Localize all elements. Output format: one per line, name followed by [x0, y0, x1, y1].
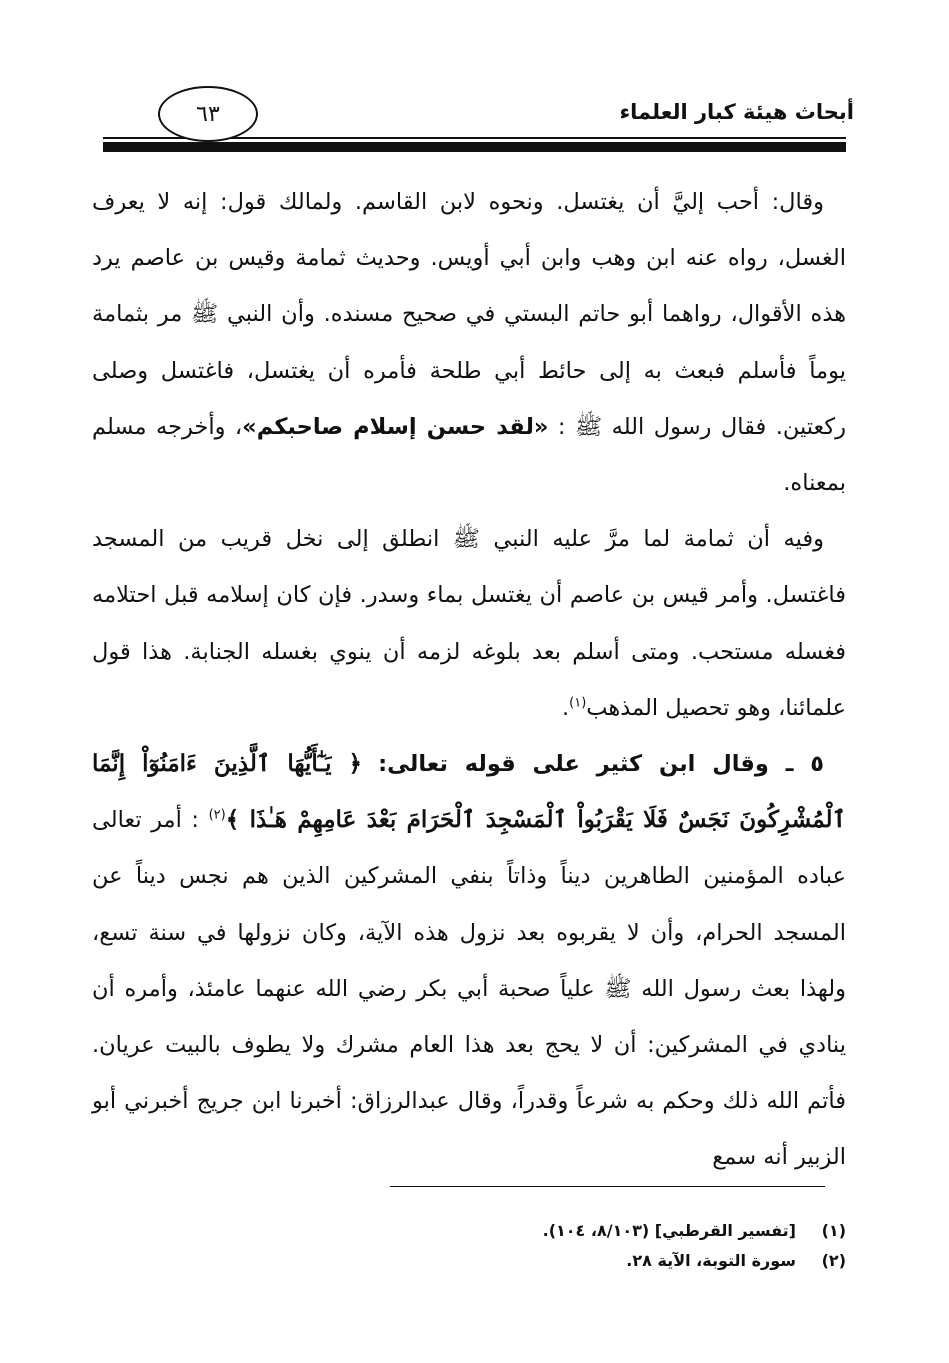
paragraph-2: [92, 511, 846, 736]
paragraph-1: [92, 174, 846, 511]
footnotes: [103, 1216, 846, 1276]
footnote-ref-2[interactable]: (٢): [208, 807, 226, 823]
running-header-title: أبحاث هيئة كبار العلماء: [619, 100, 854, 124]
paragraph-1-text: وقال: أحب إليَّ أن يغتسل. ونحوه لابن القاسم. ولمالك قول: إنه لا يعرف الغسل، رواه عنه ابن وهب وابن أبي أويس. وحديث ثمامة وقيس بن عاصم يرد هذه الأقوال، رواهما أبو حاتم البستي في صحيح مسنده. وأن النبي ﷺ مر بثمامة يوماً فأسلم فبعث به إلى حائط أبي طلحة فأمره أن يغتسل، فاغتسل وصلى ركعتين. فقال رسول الله ﷺ :: [92, 189, 846, 440]
hadith-quote: «لقد حسن إسلام صاحبكم»: [242, 413, 549, 440]
footnote-text: سورة التوبة، الآية ٢٨.: [626, 1251, 796, 1270]
main-text: [92, 174, 846, 1186]
footnote-number: (١): [821, 1221, 846, 1240]
header-rule-thick: [103, 142, 846, 152]
page-number: ٦٣: [196, 101, 220, 127]
footnote-number: (٢): [821, 1251, 846, 1270]
footnote-separator: [390, 1186, 825, 1187]
page-number-badge: [158, 86, 258, 142]
footnote-ref-1[interactable]: (١): [569, 695, 587, 711]
section-lead: ٥ ـ وقال ابن كثير على قوله تعالى:: [378, 751, 824, 778]
footnote-2: [103, 1246, 846, 1276]
footnote-text: [تفسير القرطبي] (٨/١٠٣، ١٠٤).: [542, 1221, 796, 1240]
paragraph-3-text: : أمر تعالى عباده المؤمنين الطاهرين ديناً وذاتاً بنفي المشركين الذين هم نجس ديناً عن المسجد الحرام، وأن لا يقربوه بعد نزول هذه الآية، وكان نزولها في سنة تسع، ولهذا بعث رسول الله ﷺ علياً صحبة أبي بكر رضي الله عنهما عامئذ، وأمره أن ينادي في المشركين: أن لا يحج بعد هذا العام مشرك ولا يطوف بالبيت عريان. فأتم الله ذلك وحكم به شرعاً وقدراً، وقال عبدالرزاق: أخبرنا ابن جريج أخبرني أبو الزبير أنه سمع: [92, 807, 846, 1171]
quran-verse: ﴿ يَـٰٓأَيُّهَا ٱلَّذِينَ ءَامَنُوٓاْ إِنَّمَا ٱلْمُشْرِكُونَ نَجَسٌ فَلَا يَقْرَبُواْ ٱلْمَسْجِدَ ٱلْحَرَامَ بَعْدَ عَامِهِمْ هَـٰذَا ﴾: [92, 750, 846, 834]
paragraph-1-end: ، وأخرجه مسلم بمعناه.: [92, 413, 846, 497]
paragraph-2-end: .: [561, 694, 570, 721]
paragraph-2-text: وفيه أن ثمامة لما مرَّ عليه النبي ﷺ انطلق إلى نخل قريب من المسجد فاغتسل. وأمر قيس بن عاصم أن يغتسل بماء وسدر. فإن كان إسلامه قبل احتلامه فغسله مستحب. ومتى أسلم بعد بلوغه لزمه أن ينوي بغسله الجنابة. هذا قول علمائنا، وهو تحصيل المذهب: [92, 526, 846, 721]
paragraph-3: [92, 736, 846, 1186]
footnote-1: [103, 1216, 846, 1246]
